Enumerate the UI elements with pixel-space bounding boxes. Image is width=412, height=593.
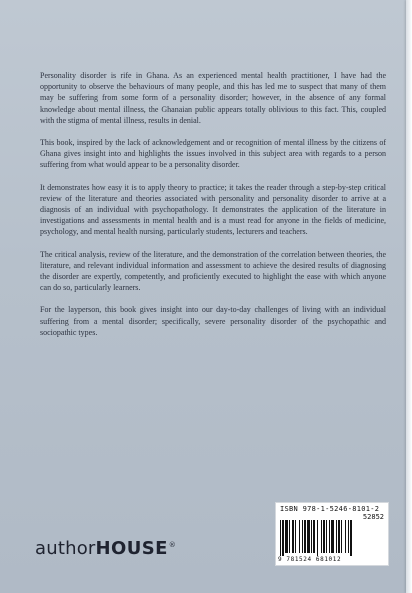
barcode-bar bbox=[317, 520, 318, 556]
blurb-paragraph-3: It demonstrates how easy it is to apply theory to practice; it takes the reader through a step-by-step critical review of the literature and theories associated with personality and personality disorder to arrive at a diagnosis of an individual with psychopathology. It demonstrates the application of the literature in investigations and assessments in mental health and is a must read for anyone in the fields of medicine, psychology, and mental health nursing, particularly students, lecturers and teachers. bbox=[40, 182, 386, 237]
barcode-bars bbox=[280, 520, 384, 556]
barcode-bar bbox=[285, 520, 288, 553]
blurb-paragraph-2: This book, inspired by the lack of acknowledgement and or recognition of mental illness by the citizens of Ghana gives insight into and highlights the issues involved in this subject area with regards to a person suffering from what would appear to be a personality disorder. bbox=[40, 138, 386, 170]
barcode-bar bbox=[292, 520, 294, 553]
registered-mark: ® bbox=[168, 541, 176, 549]
blurb-paragraph-4: The critical analysis, review of the literature, and the demonstration of the correlation between theories, the literature, and relevant individual information and assessment to achieve the desired results of diagnosing the disorder are expertly, competently, and proficiently executed to highlight the ease with which anyone can do so, particularly learners. bbox=[40, 249, 386, 293]
barcode-bar bbox=[341, 520, 342, 553]
blurb-paragraph-5: For the layperson, this book gives insight into our day-to-day challenges of living with an individual suffering from a mental disorder; specifically, severe personality disorder of the psychopathic and sociopathic types. bbox=[40, 305, 386, 337]
blurb-paragraph-1: Personality disorder is rife in Ghana. As an experienced mental health practitioner, I have had the opportunity to observe the behaviours of many people, and this has led me to suspect that many of them may be suffering from some form of a personality disorder; however, in the absence of any formal knowledge about mental illness, the Ghanaian public appears totally oblivious to this fact. This, coupled with the stigma of mental illness, results in denial. bbox=[40, 71, 386, 125]
barcode-bar bbox=[321, 520, 322, 553]
barcode-bar bbox=[304, 520, 306, 553]
barcode-bar bbox=[311, 520, 312, 553]
barcode-bar bbox=[326, 520, 327, 553]
barcode-bar bbox=[350, 520, 352, 556]
barcode-bar bbox=[323, 520, 325, 553]
barcode-bar bbox=[313, 520, 315, 553]
page-edge bbox=[406, 0, 412, 593]
back-cover-blurb bbox=[40, 70, 386, 349]
barcode-bar bbox=[338, 520, 340, 553]
barcode-bar bbox=[282, 520, 284, 556]
barcode-bar bbox=[299, 520, 300, 553]
barcode-bar bbox=[307, 520, 310, 553]
logo-author-text: author bbox=[35, 538, 96, 559]
barcode-bar bbox=[331, 520, 334, 553]
isbn-label: ISBN 978-1-5246-8101-2 bbox=[280, 505, 380, 513]
barcode-bar bbox=[302, 520, 303, 553]
barcode-digits: 9 781524 681012 bbox=[278, 556, 342, 563]
barcode-bar bbox=[348, 520, 349, 553]
barcode-bar bbox=[289, 520, 290, 553]
logo-house-text: HOUSE bbox=[95, 538, 168, 559]
barcode-bar bbox=[336, 520, 337, 553]
price-code: 52852 bbox=[362, 513, 384, 521]
publisher-logo bbox=[35, 538, 176, 559]
barcode-bar bbox=[329, 520, 330, 553]
barcode-bar bbox=[295, 520, 296, 553]
barcode-bar bbox=[280, 520, 281, 556]
isbn-barcode bbox=[275, 502, 389, 566]
barcode-bar bbox=[345, 520, 346, 553]
